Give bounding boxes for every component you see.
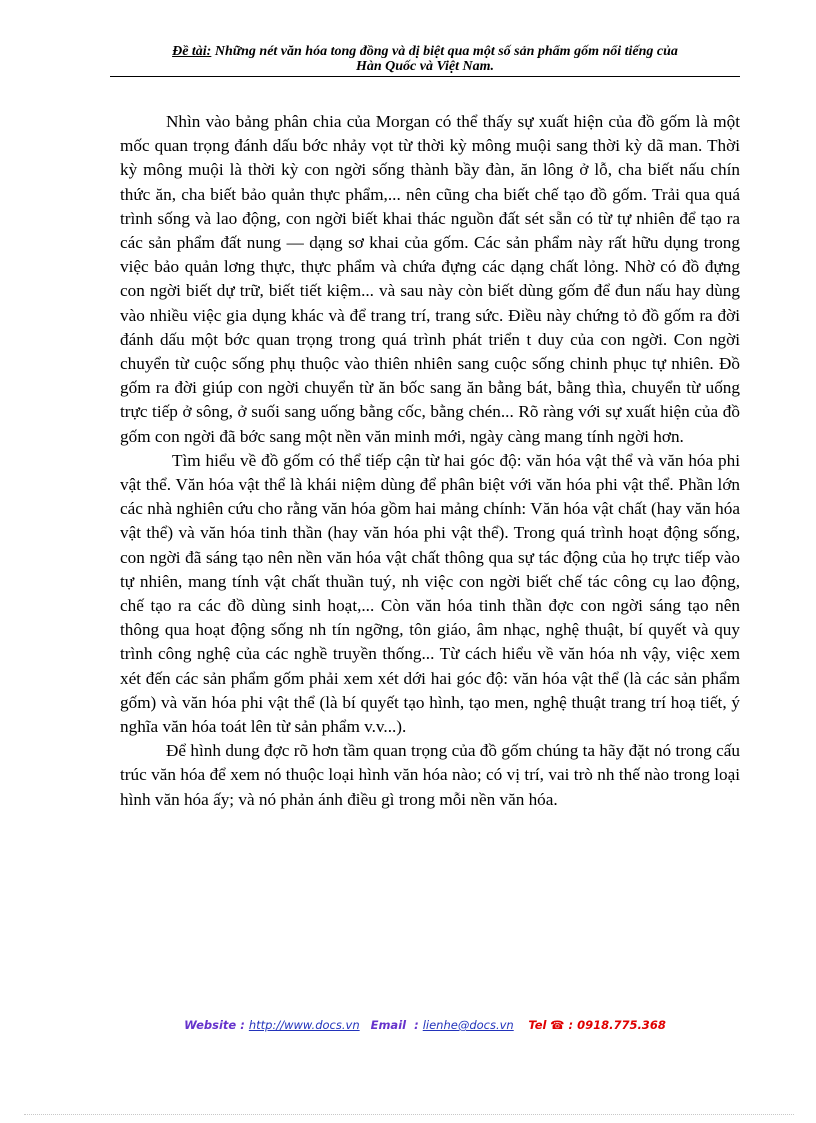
header-label: Đề tài:	[172, 44, 212, 59]
website-link[interactable]: http://www.docs.vn	[248, 1018, 360, 1032]
document-body	[120, 110, 740, 812]
paragraph-3: Để hình dung đợc rõ hơn tầm quan trọng của đồ gốm chúng ta hãy đặt nó trong cấu trúc văn hóa để xem nó thuộc loại hình văn hóa nào; có vị trí, vai trò nh thế nào trong loại hình văn hóa ấy; và nó phản ánh điều gì trong mỗi nền văn hóa.	[120, 741, 740, 809]
paragraph-1: Nhìn vào bảng phân chia của Morgan có thể thấy sự xuất hiện của đồ gốm là một mốc quan trọng đánh dấu bớc nhảy vọt từ thời kỳ mông muội sang thời kỳ dã man. Thời kỳ mông muội là thời kỳ con ngời sống thành bầy đàn, ăn lông ở lỗ, cha biết nấu chín thức ăn, cha biết bảo quản thực phẩm,... nên cũng cha biết chế tạo đồ gốm. Trải qua quá trình sống và lao động, con ngời biết khai thác nguồn đất sét sẵn có từ tự nhiên để tạo ra các sản phẩm đất nung — dạng sơ khai của gốm. Các sản phẩm này rất hữu dụng trong việc bảo quản lơng thực, thực phẩm và chứa đựng các dạng chất lỏng. Nhờ có đồ đựng con ngời biết dự trữ, biết tiết kiệm... và sau này còn biết dùng gốm để đun nấu hay dùng vào nhiều việc gia dụng khác và để trang trí, trang sức. Điều này chứng tỏ đồ gốm ra đời đánh dấu một bớc quan trọng trong quá trình phát triển t duy của con ngời. Con ngời chuyển từ cuộc sống phụ thuộc vào thiên nhiên sang cuộc sống chinh phục tự nhiên. Đồ gốm ra đời giúp con ngời chuyển từ ăn bốc sang ăn bằng bát, bằng thìa, chuyển từ uống trực tiếp ở sông, ở suối sang uống bằng cốc, bằng chén... Rõ ràng với sự xuất hiện của đồ gốm con ngời đã bớc sang một nền văn minh mới, ngày càng mang tính ngời hơn.	[120, 112, 740, 446]
paragraph-2: Tìm hiểu về đồ gốm có thể tiếp cận từ hai góc độ: văn hóa vật thể và văn hóa phi vật thể. Văn hóa vật thể là khái niệm dùng để phân biệt với văn hóa phi vật thể. Phần lớn các nhà nghiên cứu cho rằng văn hóa gồm hai mảng chính: Văn hóa vật chất (hay văn hóa vật thể) và văn hóa tinh thần (hay văn hóa phi vật thể). Trong quá trình hoạt động sống, con ngời đã sáng tạo nên nền văn hóa vật chất thông qua sự tác động của họ trực tiếp vào tự nhiên, mang tính vật chất thuần tuý, nh việc con ngời biết chế tác công cụ lao động, chế tạo ra các đồ dùng sinh hoạt,... Còn văn hóa tinh thần đợc con ngời sáng tạo nên thông qua hoạt động sống nh tín ngỡng, tôn giáo, âm nhạc, nghệ thuật, bí quyết và quy trình công nghệ của các nghề truyền thống... Từ cách hiểu về văn hóa nh vậy, việc xem xét đến các sản phẩm gốm phải xem xét dới hai góc độ: văn hóa vật thể (là các sản phẩm gốm) và văn hóa phi vật thể (là bí quyết tạo hình, tạo men, nghệ thuật trang trí hoạ tiết, ý nghĩa văn hóa toát lên từ sản phẩm v.v...).	[120, 450, 740, 737]
phone-icon: ☎	[550, 1018, 565, 1032]
header-title-line1: Những nét văn hóa tong đồng và dị biệt qua một số sản phẩm gốm nổi tiếng của	[214, 44, 678, 59]
page-bottom-border	[24, 1114, 794, 1115]
phone-number: 0918.775.368	[577, 1018, 666, 1032]
header-title-line2: Hàn Quốc và Việt Nam.	[355, 59, 495, 74]
website-label: Website	[184, 1018, 237, 1032]
tel-label: Tel	[528, 1018, 547, 1032]
page-footer: Website : http://www.docs.vn Email : lienhe@docs.vn Tel ☎ : 0918.775.368	[184, 1018, 666, 1032]
header-line-1	[110, 44, 740, 59]
header-divider	[110, 76, 740, 77]
email-label: Email	[370, 1018, 407, 1032]
page-header	[110, 44, 740, 74]
email-link[interactable]: lienhe@docs.vn	[422, 1018, 514, 1032]
